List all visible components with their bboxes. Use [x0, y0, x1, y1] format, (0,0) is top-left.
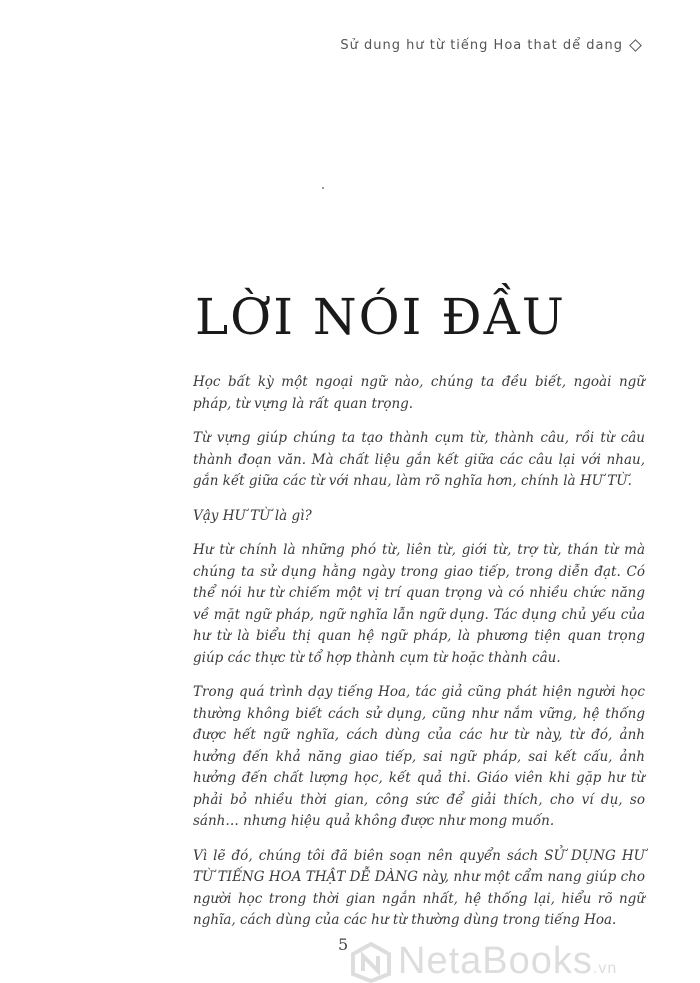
watermark-suffix: .vn	[592, 960, 618, 977]
netabooks-logo-icon	[350, 941, 392, 983]
watermark-text	[398, 940, 617, 983]
paragraph-5: Trong quá trình dạy tiếng Hoa, tác giả cũng phát hiện người học thường không biết cách sử dụng, cũng như nắm vững, hệ thống được hết ngữ nghĩa, cách dùng của các hư từ này, từ đó, ảnh hưởng đến khả năng giao tiếp, sai ngữ pháp, sai kết cấu, ảnh hưởng đến chất lượng học, kết quả thi. Giáo viên khi gặp hư từ phải bỏ nhiều thời gian, công sức để giải thích, cho ví dụ, so sánh… nhưng hiệu quả không được như mong muốn.	[193, 684, 645, 829]
body-text	[193, 372, 645, 945]
paragraph-6: Vì lẽ đó, chúng tôi đã biên soạn nên quyển sách SỬ DỤNG HƯ TỪ TIẾNG HOA THẬT DỄ DÀNG này, như một cẩm nang giúp cho người học trong thời gian ngắn nhất, hệ thống lại, hiểu rõ ngữ nghĩa, cách dùng của các hư từ thường dùng trong tiếng Hoa.	[193, 847, 645, 928]
watermark-brand: NetaBooks	[398, 940, 593, 982]
paragraph-4: Hư từ chính là những phó từ, liên từ, giới từ, trợ từ, thán từ mà chúng ta sử dụng hằng ngày trong giao tiếp, trong diễn đạt. Có thể nói hư từ chiếm một vị trí quan trọng và có nhiều chức năng về mặt ngữ pháp, ngữ nghĩa lẫn ngữ dụng. Tác dụng chủ yếu của hư từ là biểu thị quan hệ ngữ pháp, là phương tiện quan trọng giúp các thực từ tổ hợp thành cụm từ hoặc thành câu.	[193, 542, 645, 666]
watermark	[350, 940, 617, 983]
running-title: Sử dung hư từ tiếng Hoa that dể dang	[340, 38, 623, 53]
print-dot	[322, 187, 324, 189]
page-number: 5	[338, 935, 349, 954]
running-header	[340, 38, 640, 53]
paragraph-1: Học bất kỳ một ngoại ngữ nào, chúng ta đều biết, ngoài ngữ pháp, từ vựng là rất quan trọng.	[193, 374, 645, 412]
diamond-icon	[629, 39, 642, 52]
paragraph-3: Vậy HƯ TỪ là gì?	[193, 507, 312, 524]
paragraph-2: Từ vựng giúp chúng ta tạo thành cụm từ, thành câu, rồi từ câu thành đoạn văn. Mà chất liệu gắn kết giữa các câu lại với nhau, gắn kết giữa các từ với nhau, làm rõ nghĩa hơn, chính là HƯ TỪ.	[193, 430, 645, 489]
page-title: LỜI NÓI ĐẦU	[195, 288, 566, 346]
